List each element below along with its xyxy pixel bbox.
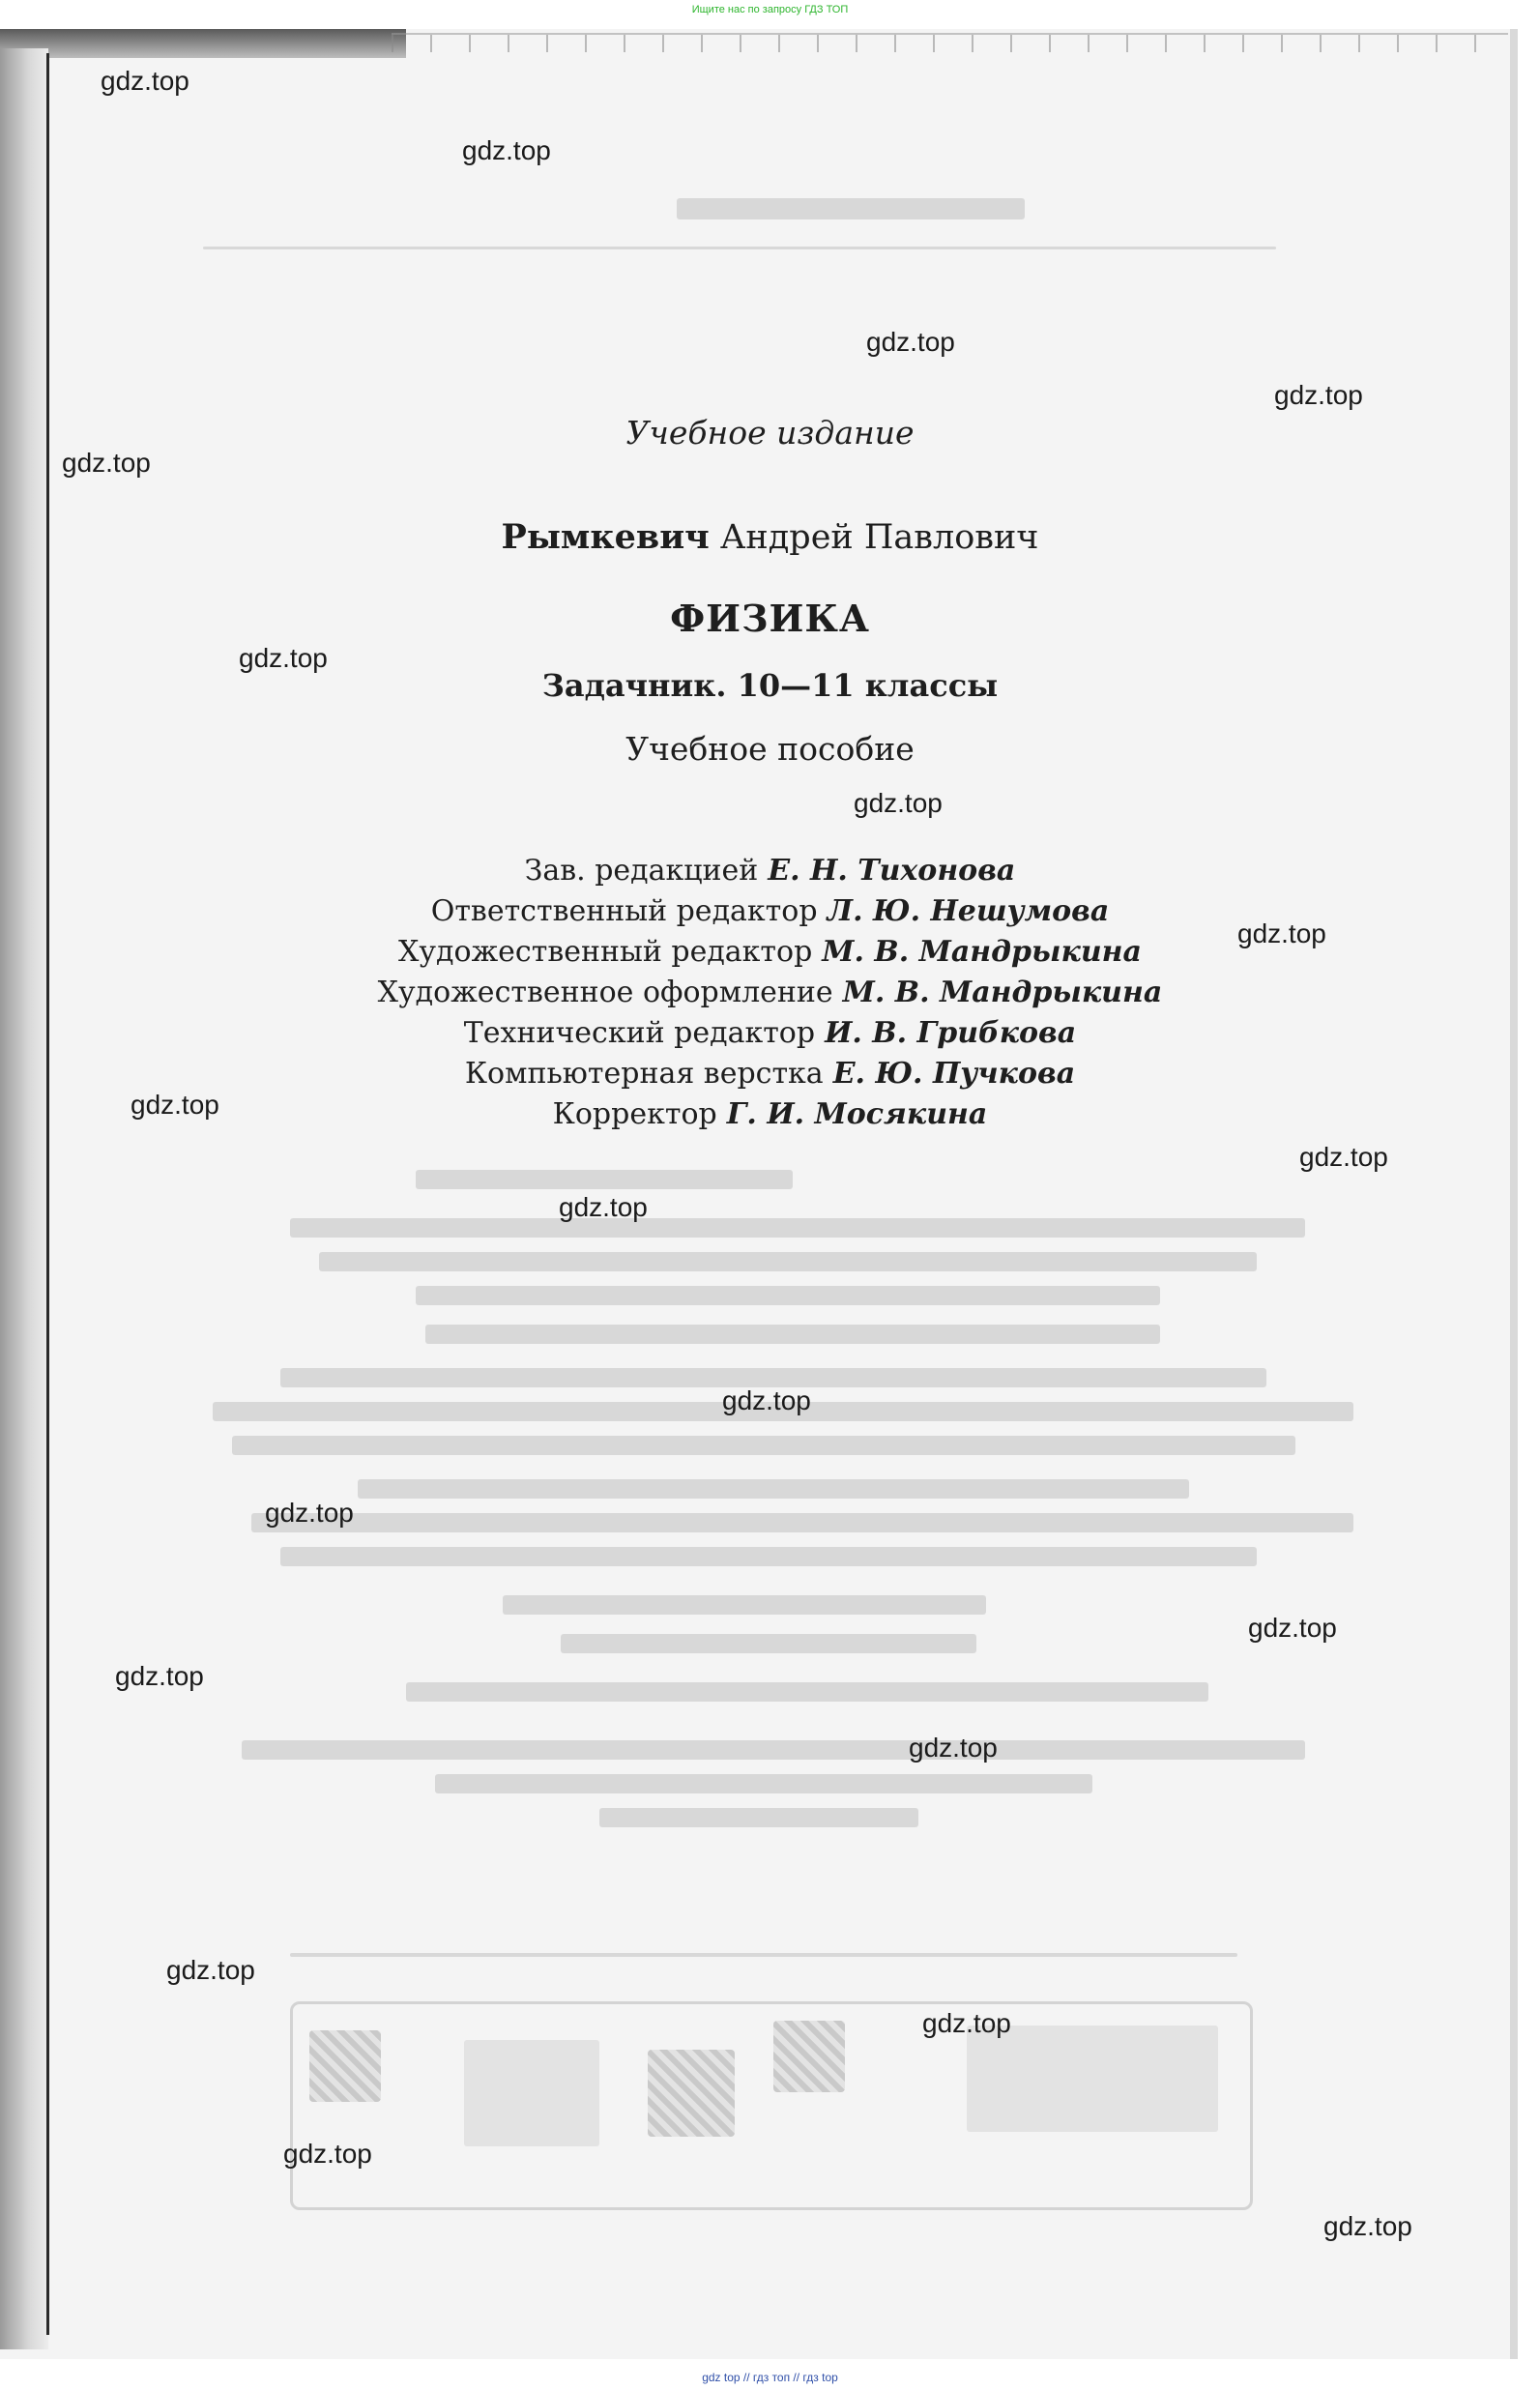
watermark: gdz.top bbox=[559, 1192, 648, 1222]
book-subtitle: Задачник. 10—11 классы bbox=[541, 667, 999, 704]
credit-role: Ответственный редактор bbox=[430, 894, 818, 928]
watermark: gdz.top bbox=[1299, 1142, 1388, 1172]
watermark: gdz.top bbox=[283, 2139, 372, 2169]
book-title: ФИЗИКА bbox=[670, 597, 870, 640]
scanned-page bbox=[0, 29, 1518, 2359]
credit-name: М. В. Мандрыкина bbox=[822, 935, 1142, 969]
bleed-through-text bbox=[319, 1252, 1257, 1271]
scan-right-edge bbox=[1510, 29, 1518, 2359]
book-type: Учебное пособие bbox=[625, 730, 915, 768]
bleed-through-text bbox=[203, 247, 1276, 249]
watermark: gdz.top bbox=[101, 66, 189, 96]
bleed-through-text bbox=[280, 1368, 1266, 1387]
watermark: gdz.top bbox=[166, 1955, 255, 1985]
bleed-through-text bbox=[425, 1325, 1160, 1344]
credit-role: Технический редактор bbox=[463, 1016, 816, 1050]
bleed-through-text bbox=[232, 1436, 1295, 1455]
watermark: gdz.top bbox=[1237, 918, 1326, 948]
qr-code-faint bbox=[648, 2050, 735, 2137]
watermark: gdz.top bbox=[922, 2008, 1011, 2038]
credit-row bbox=[0, 1013, 1540, 1054]
bottom-banner[interactable]: gdz top // гдз топ // гдз top bbox=[702, 2371, 838, 2384]
bleed-through-text bbox=[464, 2040, 599, 2146]
bleed-through-text bbox=[561, 1634, 976, 1653]
credit-name: И. В. Грибкова bbox=[825, 1016, 1077, 1050]
bleed-through-text bbox=[242, 1740, 1305, 1760]
qr-code-faint bbox=[773, 2021, 845, 2092]
top-banner[interactable]: Ищите нас по запросу ГДЗ ТОП bbox=[691, 4, 849, 15]
credits-list bbox=[0, 851, 1540, 1135]
credit-role: Компьютерная верстка bbox=[464, 1057, 824, 1091]
bleed-through-text bbox=[406, 1682, 1208, 1702]
watermark: gdz.top bbox=[62, 448, 151, 478]
credit-name: Г. И. Мосякина bbox=[726, 1097, 988, 1131]
watermark: gdz.top bbox=[854, 788, 943, 818]
bleed-through-text bbox=[280, 1547, 1257, 1566]
credit-row bbox=[0, 851, 1540, 891]
bleed-through-text bbox=[503, 1595, 986, 1615]
watermark: gdz.top bbox=[722, 1385, 811, 1415]
credit-role: Зав. редакцией bbox=[524, 854, 759, 888]
qr-code-faint bbox=[309, 2030, 381, 2102]
credit-row bbox=[0, 1054, 1540, 1094]
credit-row bbox=[0, 973, 1540, 1013]
author-given-names: Андрей Павлович bbox=[719, 518, 1039, 557]
bleed-through-text bbox=[677, 198, 1025, 219]
author-name bbox=[0, 517, 1540, 557]
edition-type: Учебное издание bbox=[625, 414, 915, 452]
bleed-through-text bbox=[290, 1953, 1237, 1957]
credit-name: Л. Ю. Нешумова bbox=[827, 894, 1110, 928]
author-surname: Рымкевич bbox=[501, 517, 710, 557]
watermark: gdz.top bbox=[1323, 2211, 1412, 2241]
credit-role: Художественное оформление bbox=[377, 976, 833, 1009]
watermark: gdz.top bbox=[909, 1733, 998, 1763]
watermark: gdz.top bbox=[1274, 380, 1363, 410]
watermark: gdz.top bbox=[866, 327, 955, 357]
credit-role: Художественный редактор bbox=[398, 935, 813, 969]
scan-top-shadow bbox=[0, 29, 406, 58]
credit-name: Е. Н. Тихонова bbox=[768, 854, 1016, 888]
bleed-through-text bbox=[416, 1170, 793, 1189]
watermark: gdz.top bbox=[265, 1498, 354, 1528]
credit-name: М. В. Мандрыкина bbox=[842, 976, 1163, 1009]
watermark: gdz.top bbox=[462, 135, 551, 165]
bleed-through-text bbox=[251, 1513, 1353, 1532]
watermark: gdz.top bbox=[1248, 1613, 1337, 1643]
scan-ruler-edge bbox=[392, 33, 1508, 52]
watermark: gdz.top bbox=[239, 643, 328, 673]
bleed-through-text bbox=[967, 2026, 1218, 2132]
bleed-through-text bbox=[435, 1774, 1092, 1793]
bleed-through-text bbox=[290, 1218, 1305, 1238]
bleed-through-text bbox=[599, 1808, 918, 1827]
book-spine-shadow bbox=[0, 48, 48, 2349]
book-spine-edge bbox=[46, 53, 49, 2335]
bleed-through-text bbox=[416, 1286, 1160, 1305]
credit-name: Е. Ю. Пучкова bbox=[832, 1057, 1076, 1091]
bleed-through-text bbox=[358, 1479, 1189, 1499]
credit-role: Корректор bbox=[552, 1097, 717, 1131]
watermark: gdz.top bbox=[131, 1090, 219, 1120]
watermark: gdz.top bbox=[115, 1661, 204, 1691]
credit-row bbox=[0, 1094, 1540, 1135]
